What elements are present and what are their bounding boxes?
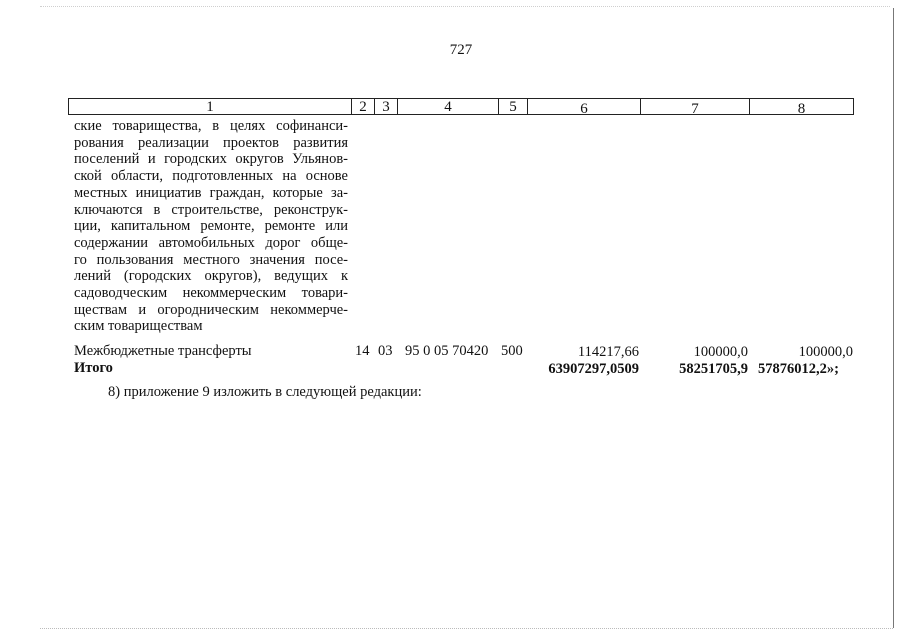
amendment-note: 8) приложение 9 изложить в следующей редакции: bbox=[108, 384, 422, 400]
transfers-row-col7: 100000,0 bbox=[693, 344, 748, 360]
description-line: ключаются в строительстве, реконструк- bbox=[74, 201, 348, 218]
description-line: содержании автомобильных дорог обще- bbox=[74, 234, 348, 251]
description-line: ские товарищества, в целях софинанси- bbox=[74, 118, 348, 134]
description-line: лений (городских округов), ведущих к bbox=[74, 268, 348, 285]
table-header-col-7: 7 bbox=[640, 98, 750, 115]
scan-edge-bottom bbox=[40, 628, 893, 629]
description-line: ской области, подготовленных на основе bbox=[74, 168, 348, 185]
table-header-col-3: 3 bbox=[374, 98, 398, 115]
table-header-col-4: 4 bbox=[397, 98, 499, 115]
description-line: ции, капитальном ремонте, ремонте или bbox=[74, 218, 348, 235]
transfers-row-vr: 500 bbox=[501, 343, 523, 359]
total-row-col6: 63907297,0509 bbox=[548, 361, 639, 377]
transfers-row-name: Межбюджетные трансферты bbox=[74, 343, 252, 359]
transfers-row-csr: 95 0 05 70420 bbox=[405, 343, 489, 359]
page-number: 727 bbox=[449, 42, 473, 58]
transfers-row-pr: 03 bbox=[378, 343, 393, 359]
description-line: ществам и огородническим некоммерче- bbox=[74, 301, 348, 318]
description-line: поселений и городских округов Ульянов- bbox=[74, 151, 348, 168]
table-header-col-6: 6 bbox=[527, 98, 641, 115]
scan-edge-top bbox=[40, 6, 890, 7]
table-header-col-5: 5 bbox=[498, 98, 528, 115]
table-header-col-8: 8 bbox=[749, 98, 854, 115]
description-line: рования реализации проектов развития bbox=[74, 134, 348, 151]
transfers-row-rz: 14 bbox=[355, 343, 370, 359]
transfers-row-col6: 114217,66 bbox=[577, 344, 639, 360]
description-line: ским товариществам bbox=[74, 318, 203, 335]
item-description bbox=[74, 118, 348, 335]
table-header-col-1: 1 bbox=[68, 98, 352, 115]
transfers-row-col8: 100000,0 bbox=[798, 344, 853, 360]
description-line: местных инициатив граждан, которые за- bbox=[74, 184, 348, 201]
total-row-col8: 57876012,2»; bbox=[758, 361, 839, 377]
total-row-name: Итого bbox=[74, 360, 113, 376]
table-header-col-2: 2 bbox=[351, 98, 375, 115]
scan-edge-right bbox=[893, 8, 894, 628]
total-row-col7: 58251705,9 bbox=[679, 361, 748, 377]
description-line: садоводческим некоммерческим товари- bbox=[74, 285, 348, 302]
description-line: го пользования местного значения посе- bbox=[74, 251, 348, 268]
